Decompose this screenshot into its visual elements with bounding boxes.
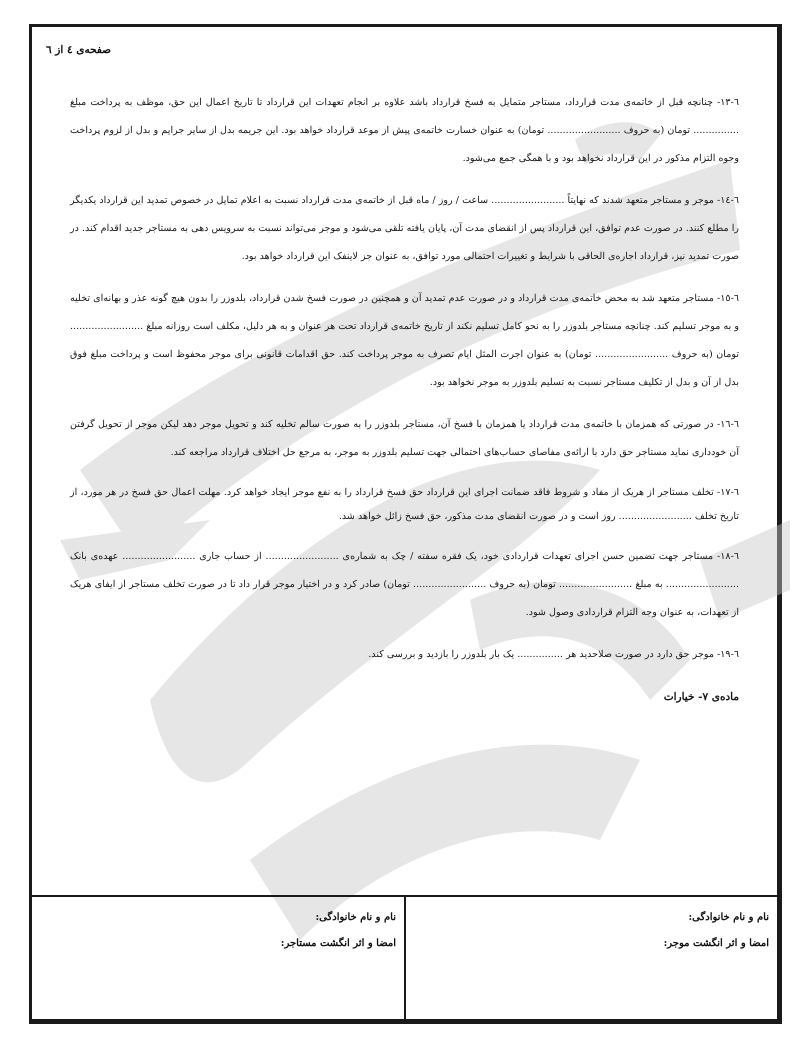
clause-6-14: ٦-١٤- موجر و مستاجر متعهد شدند که نهایتاً ........................ ساعت / روز / ماه قبل از خاتمه‌ی مدت قرارداد نسبت به اعلام تمایل در خصوص تمدید این قرارداد یکدیگر را مطلع کنند. در صورت عدم توافق، این قرارداد پس از انقضای مدت آن، پایان یافته تلقی می‌شود و موجر می‌تواند نسبت به سرویس دهی به مستاجر جدید اقدام کند. در صورت تمدید نیز، قرارداد اجاره‌ی الحاقی با شرایط و تغییرات احتمالی مورد توافق، به عنوان جز لاینفک این قرارداد خواهد بود.	[70, 195, 739, 262]
tenant-name-label: نام و نام خانوادگی:	[315, 912, 396, 923]
tenant-sign-label: امضا و اثر انگشت مستاجر:	[280, 938, 396, 949]
page-number: صفحه‌ی ٤ از ٦	[46, 44, 112, 56]
landlord-name-label: نام و نام خانوادگی:	[688, 912, 769, 923]
clause-6-19: ٦-١٩- موجر حق دارد در صورت صلاحدید هر ............... یک بار بلدوزر را بازدید و بررسی کند.	[368, 649, 739, 660]
article-heading: ماده‌ی ٧- خیارات	[663, 691, 739, 703]
clause-6-16: ٦-١٦- در صورتی که همزمان با خاتمه‌ی مدت قرارداد یا همزمان با فسخ آن، مستاجر بلدوزر را به صورت سالم تخلیه کند و تحویل موجر دهد لیکن موجر از تحویل گرفتن آن خودداری نماید مستاجر حق دارد با ارائه‌ی مفاصای حساب‌های احتمالی جهت تسلیم بلدوزر به موجر، به مرجع حل اختلاف قرارداد مراجعه کند.	[70, 419, 739, 458]
landlord-signature-cell	[406, 897, 777, 1021]
clause-6-18: ٦-١٨- مستاجر جهت تضمین حسن اجرای تعهدات قراردادی خود، یک فقره سفته / چک به شماره‌ی ........................ از حساب جاری ........................ عهده‌ی بانک ........................ به مبلغ ........................ تومان (به حروف ........................ تومان) صادر کرد و در اختیار موجر قرار داد تا در صورت تخلف مستاجر از ایفای هریک از تعهدات، به عنوان وجه التزام قراردادی وصول شود.	[70, 551, 739, 618]
clause-6-17: ٦-١٧- تخلف مستاجر از هریک از مفاد و شروط فاقد ضمانت اجرای این قرارداد حق فسخ قرارداد را به نفع موجر ایجاد خواهد کرد. مهلت اعمال حق فسخ در هر مورد، از تاریخ تخلف ........................ روز است و در صورت انقضای مدت مذکور، حق فسخ زائل خواهد شد.	[70, 487, 739, 522]
clause-6-13: ٦-١٣- چنانچه قبل از خاتمه‌ی مدت قرارداد، مستاجر متمایل به فسخ قرارداد باشد علاوه بر انجام تعهدات این قرارداد تا تاریخ اعمال این حق، موظف به پرداخت مبلغ ............... تومان (به حروف ........................ تومان) به عنوان خسارت خاتمه‌ی پیش از موعد قرارداد خواهد بود. این جریمه بدل از سایر جرایم و بدل از لزوم پرداخت وجوه التزام مذکور در این قرارداد نخواهد بود و با همگی جمع می‌شود.	[70, 97, 739, 164]
signature-table	[32, 895, 777, 1021]
contract-body	[70, 89, 739, 711]
document-frame	[29, 24, 782, 1024]
clause-6-15: ٦-١٥- مستاجر متعهد شد به محض خاتمه‌ی مدت قرارداد و در صورت عدم تمدید آن و همچنین در صورت فسخ شدن قرارداد، بلدوزر را بدون هیچ گونه عذر و بهانه‌ای تخلیه و به موجر تسلیم کند. چنانچه مستاجر بلدوزر را به نحو کامل تسلیم نکند از تاریخ خاتمه‌ی قرارداد تحت هر عنوان و به هر دلیل، مکلف است روزانه مبلغ ........................ تومان (به حروف ........................ تومان) به عنوان اجرت المثل ایام تصرف به موجر پرداخت کند. حق اقدامات قانونی برای موجر محفوظ است و پرداخت مبلغ فوق بدل از آن و بدل از تکلیف مستاجر نسبت به تسلیم بلدوزر به موجر نخواهد بود.	[70, 293, 739, 388]
landlord-sign-label: امضا و اثر انگشت موجر:	[663, 938, 769, 949]
tenant-signature-cell	[32, 897, 406, 1021]
